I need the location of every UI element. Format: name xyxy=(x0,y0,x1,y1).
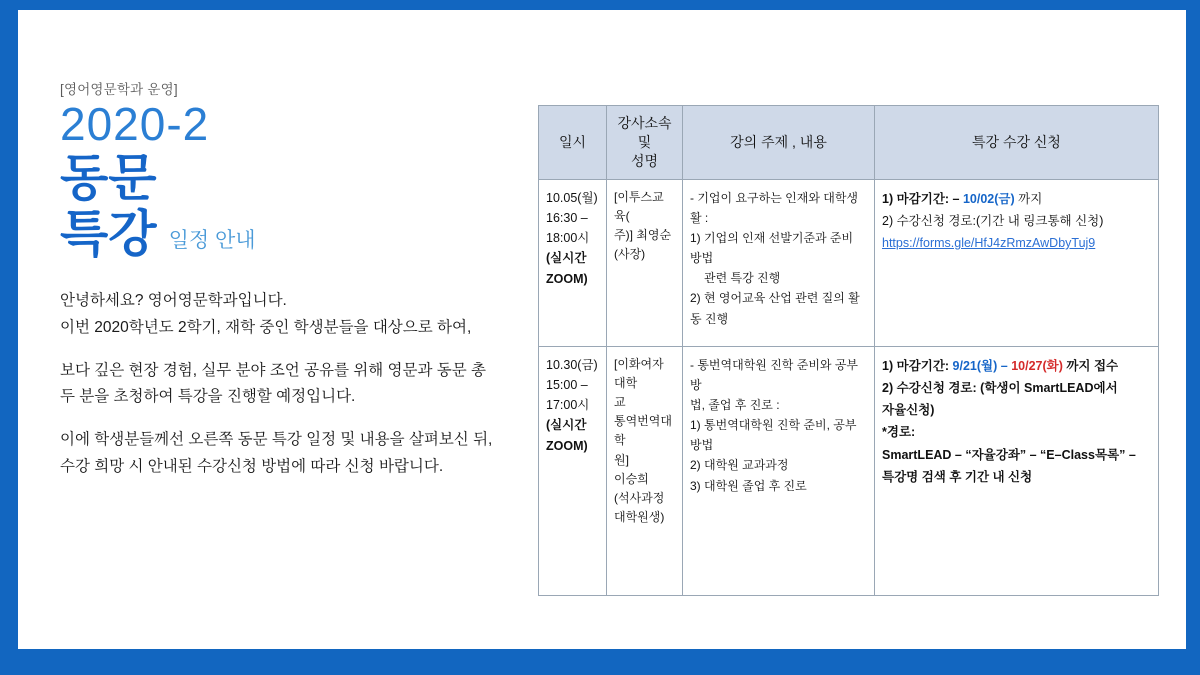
date-2-line2: 15:00 – xyxy=(546,377,588,392)
frame-border-top xyxy=(0,0,1200,10)
cell-lecturer-1 xyxy=(607,179,683,346)
intro-p3-line1: 이에 학생분들께선 오른쪽 동문 특강 일정 및 내용을 살펴보신 뒤, xyxy=(60,430,493,448)
schedule-table-wrapper xyxy=(538,105,1158,596)
topic-2-line5: 3) 대학원 졸업 후 진로 xyxy=(690,478,807,493)
table-row xyxy=(539,179,1159,346)
intro-column xyxy=(60,78,500,480)
date-2-line4: (실시간 xyxy=(546,418,587,433)
apply-1-deadline-line xyxy=(882,188,1151,210)
apply-1-deadline-tail: 까지 xyxy=(1018,191,1043,206)
intro-p1-line2: 이번 2020학년도 2학기, 재학 중인 학생분들을 대상으로 하여, xyxy=(60,318,472,336)
column-header-apply: 특강 수강 신청 xyxy=(875,106,1159,180)
topic-2-line1: - 통번역대학원 진학 준비와 공부 방 xyxy=(690,357,859,392)
apply-1-form-link[interactable]: https://forms.gle/HfJ4zRmzAwDbyTuj9 xyxy=(882,236,1096,251)
intro-paragraph-3 xyxy=(60,427,500,480)
apply-2-route-label: 2) 수강신청 경로: xyxy=(882,380,977,395)
column-header-topic: 강의 주제 , 내용 xyxy=(683,106,875,180)
apply-2-route-value1: (학생이 SmartLEAD에서 xyxy=(980,380,1118,395)
lecturer-2-line5: 이승희 xyxy=(614,471,649,486)
cell-lecturer-2 xyxy=(607,346,683,595)
date-1-line2: 16:30 – xyxy=(546,210,588,225)
apply-1-deadline-label: 1) 마감기간: – xyxy=(882,191,960,206)
intro-p1-line1: 안녕하세요? 영어영문학과입니다. xyxy=(60,292,287,310)
lecturer-2-line7: 대학원생) xyxy=(614,510,665,525)
date-2-line5: ZOOM) xyxy=(546,438,588,453)
column-header-lecturer xyxy=(607,106,683,180)
headline-row-2 xyxy=(60,206,500,262)
date-2-line3: 17:00시 xyxy=(546,398,590,413)
cell-topic-2 xyxy=(683,346,875,595)
cell-topic-1 xyxy=(683,179,875,346)
schedule-table-body xyxy=(539,179,1159,595)
table-row xyxy=(539,346,1159,595)
schedule-table xyxy=(538,105,1159,596)
date-1-line1: 10.05(월) xyxy=(546,190,598,205)
lecturer-1-line2: 주)] 최영순 xyxy=(614,228,672,243)
apply-1-deadline-date: 10/02(금) xyxy=(962,191,1015,206)
date-2-line1: 10.30(금) xyxy=(546,357,598,372)
intro-paragraph-2 xyxy=(60,358,500,411)
column-header-lecturer-line1: 강사소속 및 xyxy=(617,115,672,150)
topic-2-line3: 1) 통번역대학원 진학 준비, 공부 방법 xyxy=(690,418,857,453)
intro-paragraph-1 xyxy=(60,288,500,341)
lecturer-2-line2: 교 xyxy=(614,395,626,410)
lecturer-2-line1: [이화여자대학 xyxy=(614,356,664,390)
apply-2-deadline-line xyxy=(882,355,1151,377)
topic-2-line2: 법, 졸업 후 진로 : xyxy=(690,397,780,412)
date-1-line5: ZOOM) xyxy=(546,271,588,286)
topic-2-line4: 2) 대학원 교과과정 xyxy=(690,458,789,473)
lecturer-2-line6: (석사과정 xyxy=(614,490,665,505)
headline-line-1: 동문 xyxy=(60,150,157,207)
apply-2-deadline-end: 10/27(화) xyxy=(1011,358,1063,373)
column-header-lecturer-line2: 성명 xyxy=(630,152,659,169)
apply-2-route-line xyxy=(882,377,1151,399)
topic-1-line2: 1) 기업의 인재 선발기준과 준비 방법 xyxy=(690,230,854,266)
frame-border-left xyxy=(0,0,18,675)
frame-border-right xyxy=(1186,0,1200,675)
intro-p3-line2: 수강 희망 시 안내된 수강신청 방법에 따라 신청 바랍니다. xyxy=(60,457,444,475)
lecturer-1-line3: (사장) xyxy=(614,247,646,262)
headline-line-2: 특강 xyxy=(60,206,157,263)
cell-apply-1 xyxy=(875,179,1159,346)
date-1-line3: 18:00시 xyxy=(546,231,590,246)
schedule-table-head xyxy=(539,106,1159,180)
intro-p2-line2: 두 분을 초청하여 특강을 진행할 예정입니다. xyxy=(60,388,356,406)
headline-subtitle: 일정 안내 xyxy=(168,229,256,253)
intro-p2-line1: 보다 깊은 현장 경험, 실무 분야 조언 공유를 위해 영문과 동문 총 xyxy=(60,361,487,379)
department-tag: [영어영문학과 운영] xyxy=(60,82,178,97)
topic-1-line4: 2) 현 영어교육 산업 관련 질의 활동 진행 xyxy=(690,291,860,326)
cell-apply-2 xyxy=(875,346,1159,595)
lecturer-2-line4: 원] xyxy=(614,452,629,467)
apply-1-route-line: 2) 수강신청 경로:(기간 내 링크통해 신청) xyxy=(882,213,1104,228)
table-header-row xyxy=(539,106,1159,180)
lecturer-2-line3: 통역번역대학 xyxy=(614,414,672,448)
apply-2-deadline-tail: 까지 접수 xyxy=(1066,358,1119,373)
intro-body xyxy=(60,288,500,480)
topic-1-line3: 관련 특강 진행 xyxy=(704,271,781,286)
apply-2-path-label: *경로: xyxy=(882,425,916,440)
apply-2-deadline-start: 9/21(월) – xyxy=(952,358,1008,373)
cell-date-1 xyxy=(539,179,607,346)
date-1-line4: (실시간 xyxy=(546,251,587,266)
cell-date-2 xyxy=(539,346,607,595)
lecturer-1-line1: [이투스교육( xyxy=(614,189,664,223)
apply-2-path-steps: SmartLEAD – “자율강좌” – “E–Class목록” – xyxy=(882,447,1136,462)
frame-border-bottom xyxy=(0,649,1200,675)
apply-2-route-value2: 자율신청) xyxy=(882,403,935,418)
year-title: 2020-2 xyxy=(60,98,210,150)
apply-2-deadline-label: 1) 마감기간: xyxy=(882,358,950,373)
topic-1-line1: - 기업이 요구하는 인재와 대학생활 : xyxy=(690,190,859,225)
apply-2-path-final: 특강명 검색 후 기간 내 신청 xyxy=(882,469,1033,484)
column-header-date: 일시 xyxy=(539,106,607,180)
